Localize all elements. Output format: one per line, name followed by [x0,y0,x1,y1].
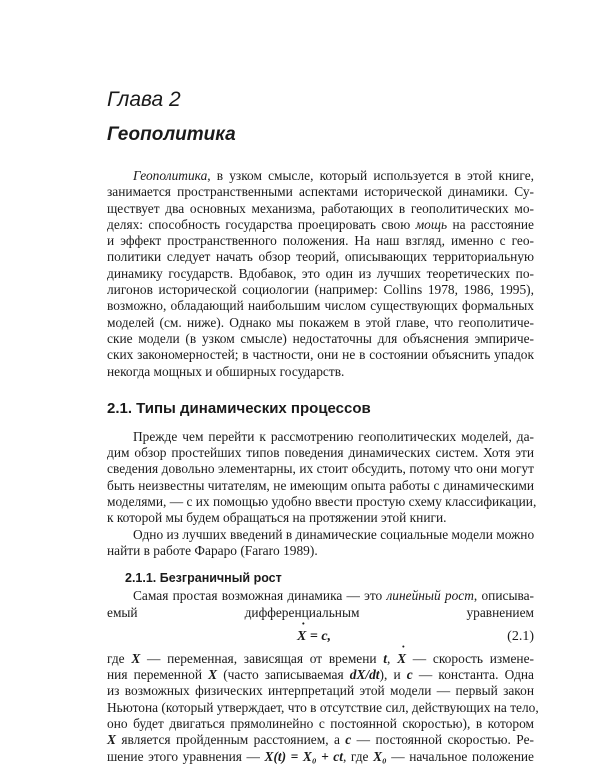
text-run: на расстояние [447,216,534,232]
text-line: занимается пространственными аспектами исторической динамики. Су- [107,184,534,200]
text-line [107,217,534,233]
text-line: ских закономерностей; в частности, они не в состоянии объяснить упадок [107,347,534,363]
text-run: , описыва- [473,588,535,604]
text-line [107,651,534,667]
equation-number: (2.1) [507,628,534,644]
paragraph-3 [107,527,534,560]
text-line [107,732,534,748]
italic-text: Геополитика [133,168,208,183]
italic-text: мощь [415,216,448,232]
text-line: некогда мощных и обширных государств. [107,363,345,379]
text-run: — постоянной скоростью. Ре- [351,732,534,748]
math-symbol: t [383,650,388,666]
text-line: Одно из лучших введений в динамические социальные модели можно [133,526,535,542]
text-line: лигонов исторической социологии (например: Collins 1978, 1986, 1995), [107,282,534,298]
text-line: возможно, обладающий наибольшим числом существующих формальных [107,298,534,314]
math-symbol: X [208,667,218,683]
math-symbol: dX/dt [349,667,380,683]
italic-text: линейный рост [386,588,474,604]
text-line: дим обзор простейших типов поведения динамических систем. Хотя эти [107,445,534,461]
math-symbol: X₀ [373,748,387,764]
text-run: — константа. Одна [412,667,535,683]
text-line: динамику государств. Вдобавок, это один из лучших теоретических по- [107,265,534,281]
equation-2-1 [107,626,534,648]
equation-rest: = c, [306,628,332,644]
math-symbol: X [131,650,141,666]
text-run: ), и [379,667,407,683]
text-run: — начальное положение [386,748,534,764]
text-line: найти в работе Фараро (Fararo 1989). [107,542,318,558]
math-symbol-dot: ˙ X [397,651,406,667]
text-run: (часто записываемая [217,667,350,683]
text-run: является пройденным расстоянием, а [115,732,346,748]
subsection-heading: 2.1.1. Безграничный рост [125,571,282,586]
text-run: , в узком смысле, который используется в этой книге, [207,168,534,183]
text-line: быть неизвестны читателям, не имеющим опыта работы с динамическими [107,477,534,493]
text-line: ществует два основных механизма, работающих в геополитических мо- [107,200,534,216]
chapter-title: Геополитика [107,124,236,145]
text-line [107,749,534,765]
paragraph-5 [107,650,539,765]
paragraph-intro [107,168,534,380]
text-line: из возможных физических интерпретаций этой модели — первый закон [107,683,534,699]
math-symbol: c [345,732,352,748]
text-line: емый дифференциальным уравнением [107,604,534,620]
math-symbol: X [107,732,116,748]
text-run: Самая простая возможная динамика — это [133,588,387,604]
text-run: — скорость измене- [406,650,534,666]
paragraph-4 [107,588,534,621]
text-line [107,667,534,683]
text-line: моделями, — с их помощью удобно ввести простую схему классификации, [107,494,537,510]
text-line: и эффект пространственного положения. На наш взгляд, именно с гео- [107,233,534,249]
text-line: моделей (см. ниже). Однако мы покажем в этой главе, что геополитиче- [107,314,534,330]
x-dot-symbol: ˙ X [297,629,306,645]
text-run: делях: способность государства проецировать свою [107,216,416,232]
text-run: шение этого уравнения — [107,748,265,764]
chapter-label: Глава 2 [107,88,181,111]
section-heading: 2.1. Типы динамических процессов [107,399,371,417]
text-line: Ньютона (который утверждает, что в отсутствие сил, действующих на тело, [107,699,539,715]
text-line: Прежде чем перейти к рассмотрению геополитических моделей, да- [133,428,534,444]
text-line [107,588,534,604]
text-line: политики следует начать обзор теорий, описывающих территориальную [107,249,534,265]
text-run: , [387,650,398,666]
text-line: к которой мы будем обращаться на протяжении этой книги. [107,510,447,526]
text-line: оно будет двигаться прямолинейно с постоянной скоростью), в котором [107,716,534,732]
text-line: сведения довольно элементарны, их стоит обсудить, потому что они могут [107,461,534,477]
text-run: где [107,650,132,666]
text-run: , где [342,748,374,764]
text-line: ские модели (в узком смысле) недостаточны для объяснения эмпириче- [107,330,534,346]
text-run: — переменная, зависящая от времени [140,650,384,666]
paragraph-2 [107,428,537,527]
math-symbol: X(t) = X₀ + ct [264,748,343,764]
book-page [107,88,539,765]
math-symbol: c [406,667,413,683]
text-line [107,168,534,184]
equation-body [297,629,331,645]
text-run: ния переменной [107,667,209,683]
